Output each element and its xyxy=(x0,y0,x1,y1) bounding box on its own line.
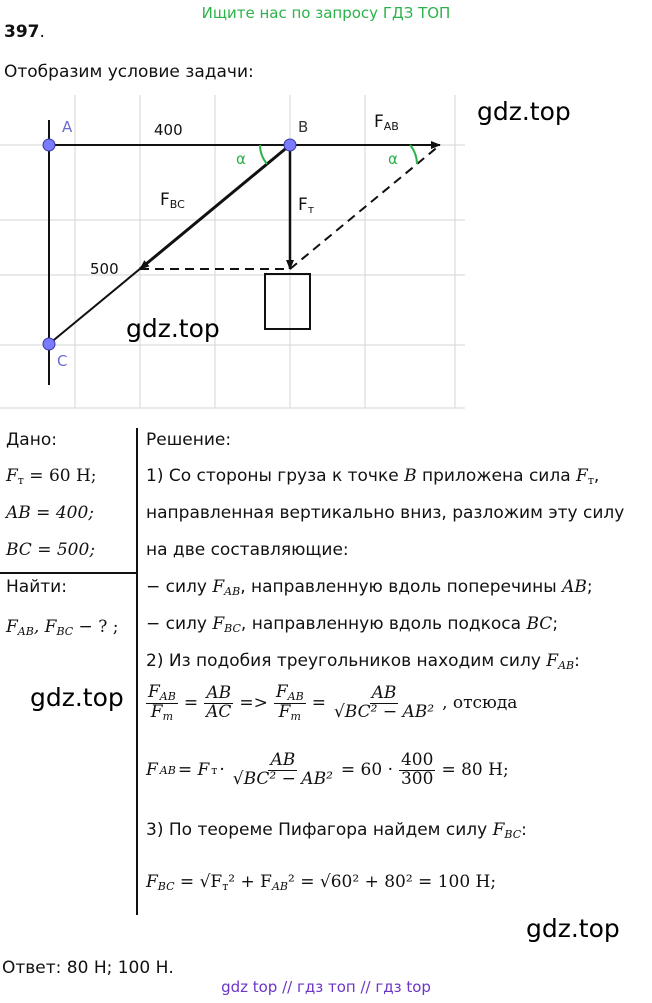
f2-num2: 400 xyxy=(400,750,434,770)
s5b: F xyxy=(212,614,225,634)
f1-num3: F xyxy=(275,682,288,702)
label-fab-f: F xyxy=(374,112,384,132)
label-alpha-b: α xyxy=(236,150,246,168)
f2-eq: = 60 · xyxy=(340,760,393,781)
f3-sq: ² xyxy=(288,872,295,892)
frac-fab-ft-2 xyxy=(274,684,306,722)
s4c: AB xyxy=(224,585,241,598)
f1-num1: F xyxy=(148,682,160,702)
s4b: F xyxy=(212,577,225,597)
f3-rest: = √60² + 80² = 100 Н; xyxy=(294,872,497,892)
s6c: AB xyxy=(558,659,575,672)
find-f2: , F xyxy=(33,617,57,637)
f3-plus: ² + F xyxy=(228,872,272,892)
load-box xyxy=(265,274,310,329)
solution-component-bc xyxy=(146,614,558,635)
f2-num: AB xyxy=(270,750,296,770)
s4e: AB xyxy=(562,577,587,597)
f1-num4: AB xyxy=(371,682,397,703)
label-alpha-f: α xyxy=(388,150,398,168)
f1-den1-sub: т xyxy=(162,709,174,723)
label-fbc xyxy=(160,190,185,211)
s1e: т xyxy=(587,474,594,487)
label-ft xyxy=(298,195,314,216)
f1-num1-sub: AB xyxy=(159,690,176,703)
f2-mid: = F xyxy=(177,760,210,781)
s4f: ; xyxy=(586,577,593,597)
given-ft-sym: F xyxy=(6,466,18,486)
label-fab-sub: AB xyxy=(383,120,399,133)
find-sub1: AB xyxy=(17,625,34,638)
watermark-2: gdz.top xyxy=(126,314,220,343)
angle-arc-f xyxy=(410,145,417,164)
given-ft-sub: т xyxy=(17,474,24,487)
frac-ab-ac xyxy=(204,682,233,722)
grid xyxy=(0,95,465,408)
label-ft-sub: т xyxy=(307,203,315,216)
s1c: приложена сила xyxy=(416,466,577,486)
find-rest: − ? ; xyxy=(73,617,119,637)
s5c: BC xyxy=(224,622,241,635)
find-sub2: BC xyxy=(56,625,74,638)
f1-den1: F xyxy=(150,701,163,722)
s5e: BC xyxy=(526,614,553,634)
s1b: B xyxy=(404,466,417,486)
f2-lhs-sub: AB xyxy=(159,763,176,777)
label-500: 500 xyxy=(90,260,119,278)
f1-den2: AC xyxy=(206,701,232,722)
f3-s2: AB xyxy=(271,880,288,893)
watermark-1: gdz.top xyxy=(477,97,571,126)
label-b: B xyxy=(298,118,309,136)
f1-den3: F xyxy=(278,701,291,722)
f1-den4: √BC² − AB² xyxy=(333,701,435,722)
problem-number xyxy=(4,22,45,42)
f3-eq: = √F xyxy=(174,872,223,892)
f2-den: √BC² − AB² xyxy=(232,768,333,789)
formula-fbc xyxy=(146,872,496,893)
answer-line: Ответ: 80 Н; 100 Н. xyxy=(2,958,174,978)
label-c: C xyxy=(57,352,68,370)
s7b: F xyxy=(492,820,505,840)
f1-num2: AB xyxy=(206,682,232,703)
f2-dot: · xyxy=(219,760,225,781)
given-divider xyxy=(0,572,136,574)
f3-lhs-sub: BC xyxy=(157,880,175,893)
formula-fab xyxy=(146,752,509,789)
solution-step1-line3: на две составляющие: xyxy=(146,540,349,560)
f1-den3-sub: т xyxy=(290,709,301,723)
f1-num3-sub: AB xyxy=(287,690,304,703)
s7c: BC xyxy=(504,828,522,841)
label-ft-f: F xyxy=(298,195,308,215)
frac-fab-ft xyxy=(146,684,178,722)
solution-component-ab xyxy=(146,577,593,598)
frac-400-300 xyxy=(399,752,435,789)
solution-step1-line1 xyxy=(146,466,599,487)
s5d: , направленную вдоль подкоса xyxy=(240,614,527,634)
solution-step2 xyxy=(146,651,580,672)
intro-text: Отобразим условие задачи: xyxy=(4,62,254,82)
given-line-bc: BC = 500; xyxy=(6,540,96,560)
find-expr xyxy=(6,617,118,638)
given-line-ft xyxy=(6,466,97,487)
s6a: 2) Из подобия треугольников находим силу xyxy=(146,651,547,671)
solution-step3 xyxy=(146,820,527,841)
label-fbc-sub: BC xyxy=(169,198,185,211)
f1-eq1: = xyxy=(183,693,199,714)
f2-lhs: F xyxy=(146,760,158,781)
f1-eq2: = xyxy=(311,693,326,714)
f1-tail: , отсюда xyxy=(442,693,518,714)
s1a: 1) Со стороны груза к точке xyxy=(146,466,405,486)
s1f: , xyxy=(593,466,600,486)
s4d: , направленную вдоль поперечины xyxy=(240,577,563,597)
point-a xyxy=(43,139,55,151)
f3-lhs: F xyxy=(146,872,158,892)
frac-ab-sqrt xyxy=(332,682,436,722)
s7a: 3) По теореме Пифагора найдем силу xyxy=(146,820,493,840)
point-c xyxy=(43,338,55,350)
given-line-ab: AB = 400; xyxy=(6,503,94,523)
frac-f2 xyxy=(231,752,335,789)
s7d: : xyxy=(521,820,527,840)
s4a: − силу xyxy=(146,577,213,597)
s5f: ; xyxy=(552,614,559,634)
label-fbc-f: F xyxy=(160,190,170,210)
s1d: F xyxy=(576,466,588,486)
point-b xyxy=(284,139,296,151)
find-title: Найти: xyxy=(6,577,67,597)
vertical-divider xyxy=(136,428,138,915)
label-a: A xyxy=(62,118,73,136)
solution-step1-line2: направленная вертикально вниз, разложим эту силу xyxy=(146,503,625,523)
problem-number-value: 397 xyxy=(4,22,40,42)
given-ft-val: = 60 Н; xyxy=(23,466,97,486)
formula-proportion xyxy=(146,684,517,722)
f3-s1: т xyxy=(222,880,229,893)
s6d: : xyxy=(574,651,580,671)
f2-den2: 300 xyxy=(400,768,434,789)
top-banner: Ищите нас по запросу ГДЗ ТОП xyxy=(201,4,451,22)
label-fab xyxy=(374,112,399,133)
f2-mid-sub: т xyxy=(211,763,218,777)
problem-number-dot: . xyxy=(39,22,45,42)
label-400: 400 xyxy=(154,121,183,139)
watermark-4: gdz.top xyxy=(526,914,620,943)
s6b: F xyxy=(546,651,559,671)
s5a: − силу xyxy=(146,614,213,634)
force-diagram xyxy=(0,95,465,410)
f2-res: = 80 Н; xyxy=(441,760,509,781)
given-title: Дано: xyxy=(6,430,57,450)
find-f1: F xyxy=(6,617,18,637)
f1-arrow: => xyxy=(239,693,268,714)
solution-title: Решение: xyxy=(146,430,232,450)
footer-links[interactable]: gdz top // гдз топ // гдз top xyxy=(221,978,431,996)
watermark-3: gdz.top xyxy=(30,683,124,712)
angle-arc-b xyxy=(260,145,267,164)
